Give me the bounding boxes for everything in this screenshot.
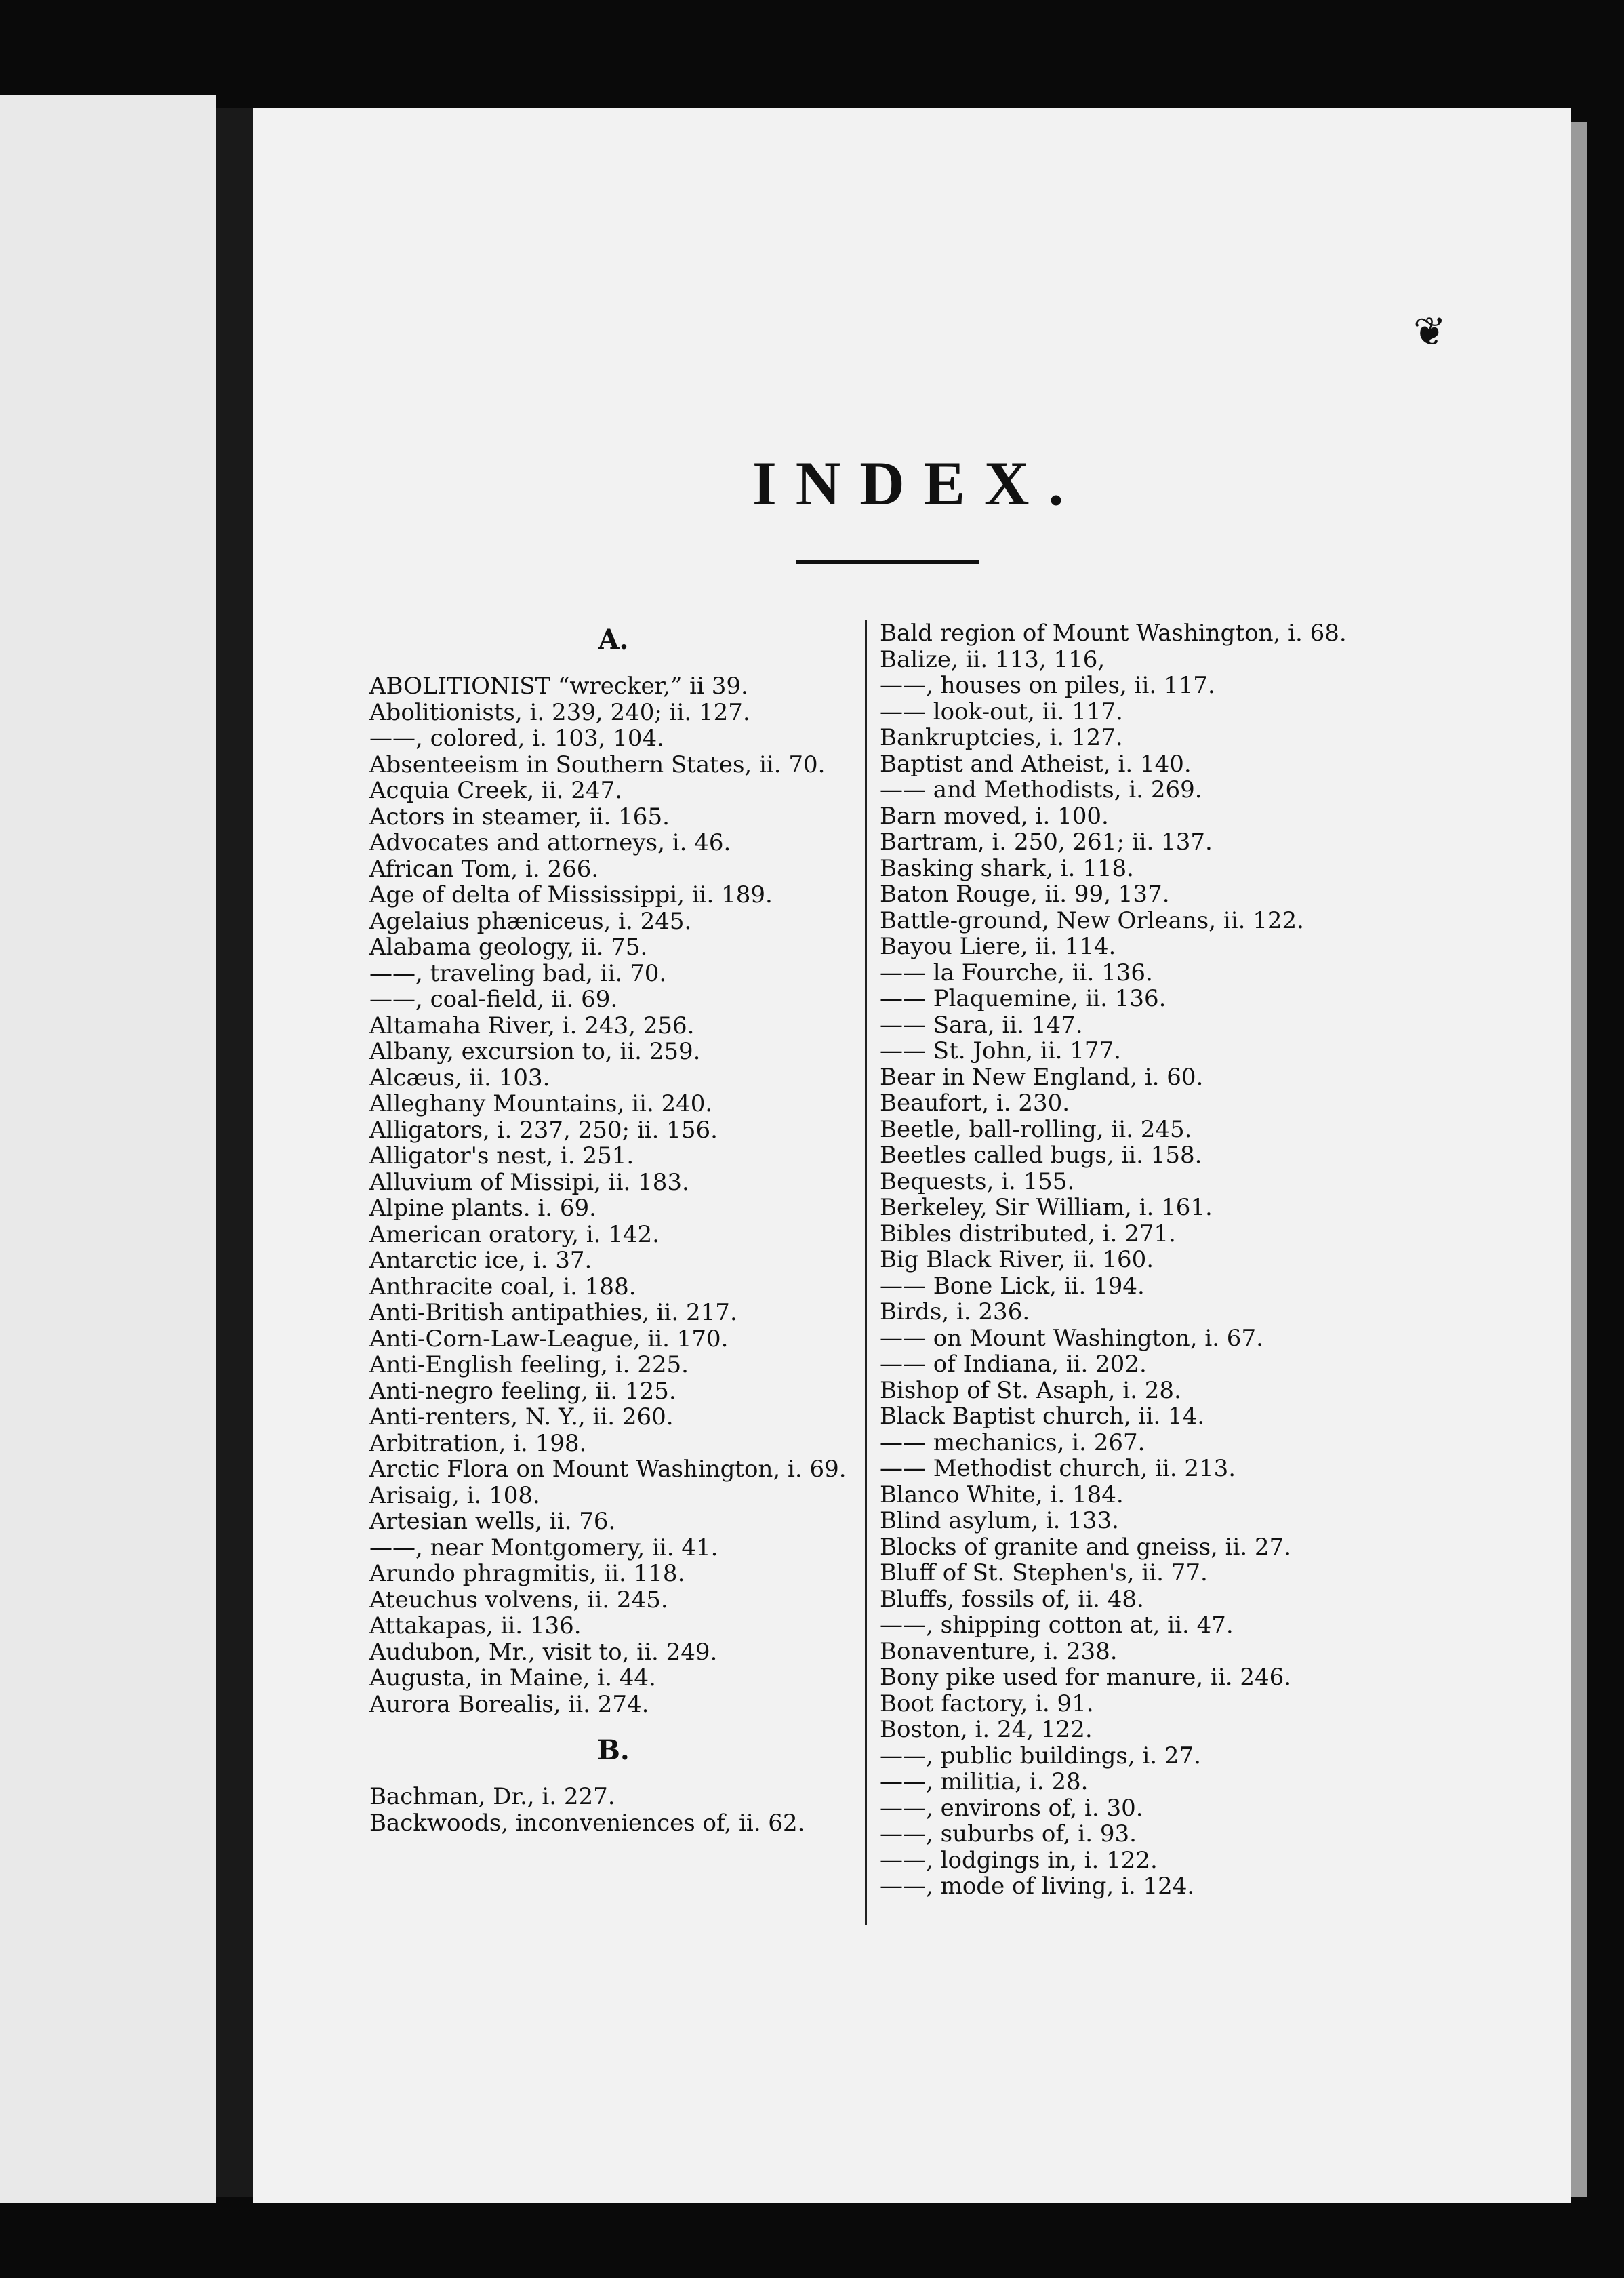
index-entry: —— mechanics, i. 267.: [880, 1428, 1145, 1456]
index-entry: Audubon, Mr., visit to, ii. 249.: [369, 1638, 718, 1666]
index-entry: Arundo phragmitis, ii. 118.: [369, 1560, 685, 1587]
index-entry: ——, militia, i. 28.: [880, 1768, 1089, 1795]
index-entry: —— Bone Lick, ii. 194.: [880, 1272, 1145, 1300]
index-entry: Absenteeism in Southern States, ii. 70.: [369, 751, 826, 778]
index-entry: Alcæus, ii. 103.: [369, 1064, 550, 1092]
index-entry: —— and Methodists, i. 269.: [880, 776, 1202, 803]
index-entry: Alluvium of Missipi, ii. 183.: [369, 1168, 689, 1196]
index-entry: ——, suburbs of, i. 93.: [880, 1820, 1137, 1847]
index-entry: —— on Mount Washington, i. 67.: [880, 1324, 1263, 1352]
index-entry: —— la Fourche, ii. 136.: [880, 959, 1153, 986]
index-entry: Boot factory, i. 91.: [880, 1690, 1094, 1717]
index-entry: —— Sara, ii. 147.: [880, 1011, 1083, 1039]
index-entry: Arctic Flora on Mount Washington, i. 69.: [369, 1456, 847, 1483]
index-entry: Attakapas, ii. 136.: [369, 1612, 582, 1639]
index-entry: ABOLITIONIST “wrecker,” ii 39.: [369, 673, 748, 700]
title-rule: [796, 560, 979, 564]
index-entry: ——, houses on piles, ii. 117.: [880, 672, 1215, 699]
index-entry: Birds, i. 236.: [880, 1298, 1030, 1325]
index-entry: Alpine plants. i. 69.: [369, 1195, 596, 1222]
section-a-entries: [369, 673, 857, 1717]
index-entry: Altamaha River, i. 243, 256.: [369, 1012, 695, 1039]
index-entry: Bachman, Dr., i. 227.: [369, 1783, 615, 1810]
index-entry: Beetle, ball-rolling, ii. 245.: [880, 1115, 1192, 1143]
index-entry: Blind asylum, i. 133.: [880, 1507, 1119, 1534]
index-entry: Alligator's nest, i. 251.: [369, 1142, 634, 1170]
index-entry: —— Plaquemine, ii. 136.: [880, 985, 1166, 1012]
index-entry: Alleghany Mountains, ii. 240.: [369, 1090, 713, 1117]
index-entry: Bald region of Mount Washington, i. 68.: [880, 620, 1347, 647]
page-edge-shadow: [1571, 122, 1587, 2197]
index-entry: ——, colored, i. 103, 104.: [369, 725, 664, 752]
index-entry: Bishop of St. Asaph, i. 28.: [880, 1376, 1181, 1404]
index-entry: Basking shark, i. 118.: [880, 854, 1134, 882]
index-entry: Anti-renters, N. Y., ii. 260.: [369, 1403, 674, 1431]
index-column-left: [369, 607, 857, 1836]
book-gutter: [216, 108, 253, 2197]
index-entry: Bayou Liere, ii. 114.: [880, 933, 1116, 960]
index-entry: Baton Rouge, ii. 99, 137.: [880, 881, 1170, 908]
index-entry: Arisaig, i. 108.: [369, 1481, 540, 1509]
index-entry: Backwoods, inconveniences of, ii. 62.: [369, 1809, 805, 1837]
index-entry: Anti-Corn-Law-League, ii. 170.: [369, 1325, 729, 1353]
index-entry: Albany, excursion to, ii. 259.: [369, 1038, 701, 1065]
index-entry: Actors in steamer, ii. 165.: [369, 803, 670, 831]
index-entry: Black Baptist church, ii. 14.: [880, 1403, 1205, 1430]
index-entry: Aurora Borealis, ii. 274.: [369, 1690, 649, 1718]
index-entry: Balize, ii. 113, 116,: [880, 645, 1105, 673]
facing-page-edge: [0, 95, 216, 2203]
section-b-entries: [369, 1784, 857, 1836]
index-entry: Beetles called bugs, ii. 158.: [880, 1142, 1202, 1169]
index-entry: Augusta, in Maine, i. 44.: [369, 1664, 656, 1692]
index-entry: Bibles distributed, i. 271.: [880, 1220, 1176, 1247]
index-entry: Bartram, i. 250, 261; ii. 137.: [880, 828, 1213, 856]
index-entry: Age of delta of Mississippi, ii. 189.: [369, 881, 773, 908]
index-entry: Antarctic ice, i. 37.: [369, 1247, 592, 1274]
index-entry: ——, traveling bad, ii. 70.: [369, 959, 667, 987]
index-entry: Berkeley, Sir William, i. 161.: [880, 1194, 1213, 1221]
index-entry: Bankruptcies, i. 127.: [880, 724, 1123, 751]
index-entry: Bluffs, fossils of, ii. 48.: [880, 1585, 1144, 1613]
index-entry: Baptist and Atheist, i. 140.: [880, 750, 1192, 778]
index-entry: ——, near Montgomery, ii. 41.: [369, 1534, 718, 1561]
index-entry: African Tom, i. 266.: [369, 855, 599, 883]
index-entry: ——, mode of living, i. 124.: [880, 1873, 1195, 1900]
index-entry: Bluff of St. Stephen's, ii. 77.: [880, 1559, 1208, 1586]
index-entry: —— of Indiana, ii. 202.: [880, 1351, 1147, 1378]
section-heading-a: A.: [598, 624, 629, 656]
index-entry: ——, environs of, i. 30.: [880, 1794, 1143, 1822]
index-entry: ——, lodgings in, i. 122.: [880, 1846, 1158, 1874]
index-entry: Arbitration, i. 198.: [369, 1429, 587, 1457]
index-entry: Bonaventure, i. 238.: [880, 1637, 1118, 1665]
index-entry: —— Methodist church, ii. 213.: [880, 1455, 1236, 1482]
index-entry: Boston, i. 24, 122.: [880, 1716, 1093, 1743]
index-entry: Blanco White, i. 184.: [880, 1481, 1124, 1508]
index-entry: Bear in New England, i. 60.: [880, 1063, 1204, 1091]
index-entry: Artesian wells, ii. 76.: [369, 1508, 616, 1535]
index-entry: Advocates and attorneys, i. 46.: [369, 829, 731, 856]
index-entry: ——, coal-field, ii. 69.: [369, 986, 618, 1013]
index-entry: Big Black River, ii. 160.: [880, 1246, 1154, 1273]
index-entry: American oratory, i. 142.: [369, 1220, 659, 1248]
index-entry: Anti-negro feeling, ii. 125.: [369, 1377, 676, 1405]
index-entry: Alligators, i. 237, 250; ii. 156.: [369, 1116, 718, 1144]
index-entry: Beaufort, i. 230.: [880, 1090, 1070, 1117]
index-entry: Battle-ground, New Orleans, ii. 122.: [880, 906, 1304, 934]
column-divider: [865, 620, 867, 1925]
index-entry: Ateuchus volvens, ii. 245.: [369, 1586, 668, 1614]
index-entry: Anti-English feeling, i. 225.: [369, 1351, 689, 1378]
index-entry: Agelaius phæniceus, i. 245.: [369, 907, 692, 935]
index-entry: Acquia Creek, ii. 247.: [369, 777, 623, 804]
index-column-right: [880, 620, 1395, 1900]
index-entry: ——, public buildings, i. 27.: [880, 1742, 1201, 1770]
index-entry: Bequests, i. 155.: [880, 1167, 1075, 1195]
index-entry: —— St. John, ii. 177.: [880, 1037, 1121, 1064]
index-entry: Anthracite coal, i. 188.: [369, 1273, 636, 1300]
index-entry: Anti-British antipathies, ii. 217.: [369, 1299, 737, 1326]
page-title: INDEX.: [752, 449, 1083, 518]
index-entry: Blocks of granite and gneiss, ii. 27.: [880, 1533, 1292, 1561]
index-entry: Alabama geology, ii. 75.: [369, 934, 648, 961]
index-entry: ——, shipping cotton at, ii. 47.: [880, 1612, 1234, 1639]
index-entry: —— look-out, ii. 117.: [880, 698, 1123, 725]
index-entry: Abolitionists, i. 239, 240; ii. 127.: [369, 698, 750, 726]
index-entry: Barn moved, i. 100.: [880, 802, 1109, 830]
index-entry: Bony pike used for manure, ii. 246.: [880, 1664, 1292, 1691]
ornament-mark: ❦: [1413, 308, 1446, 355]
section-heading-b: B.: [597, 1734, 630, 1766]
